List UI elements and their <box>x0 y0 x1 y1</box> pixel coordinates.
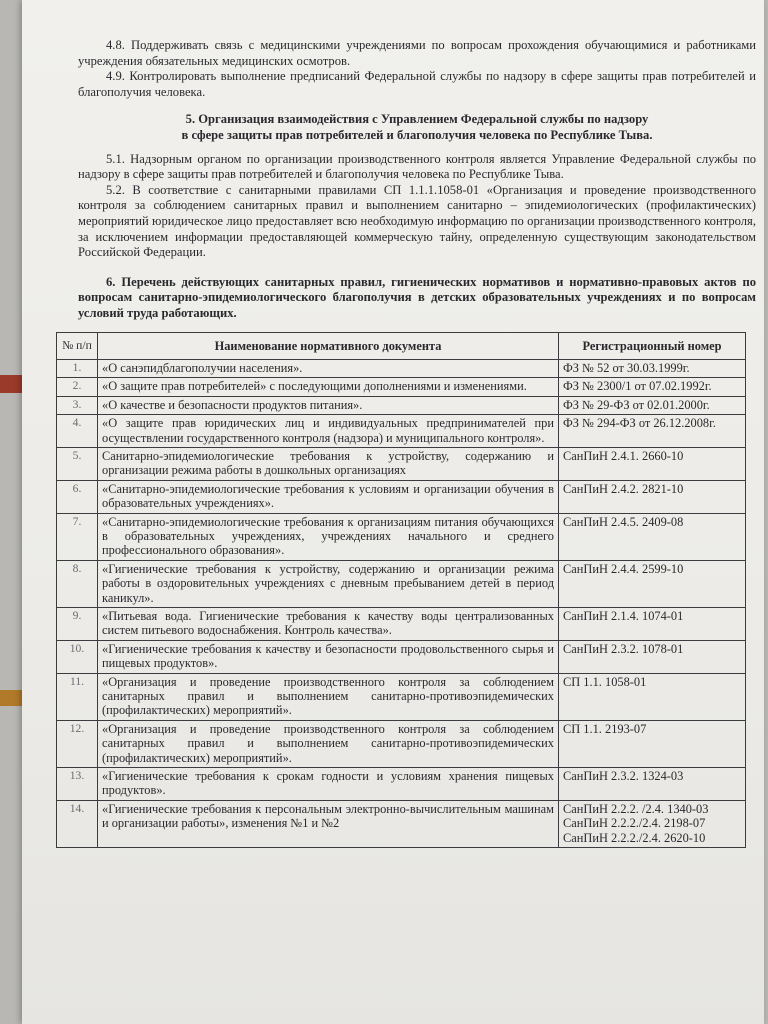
table-row <box>57 415 746 448</box>
registration-number <box>559 513 746 560</box>
table-row <box>57 480 746 513</box>
registration-number <box>559 768 746 801</box>
table-row <box>57 673 746 720</box>
registration-number <box>559 447 746 480</box>
row-number: 11. <box>57 673 98 720</box>
document-name: «Гигиенические требования к персональным электронно-вычислительным машинам и организации работы», изменения №1 и №2 <box>98 800 559 847</box>
table-row <box>57 396 746 414</box>
table-row <box>57 378 746 396</box>
registration-number <box>559 480 746 513</box>
header-reg: Регистрационный номер <box>559 332 746 359</box>
document-content <box>62 38 756 848</box>
row-number: 6. <box>57 480 98 513</box>
registration-number <box>559 396 746 414</box>
row-number: 9. <box>57 608 98 641</box>
registration-line: СанПиН 2.4.1. 2660-10 <box>563 448 684 463</box>
row-number: 13. <box>57 768 98 801</box>
table-row <box>57 720 746 767</box>
document-name: «О защите прав потребителей» с последующими дополнениями и изменениями. <box>98 378 559 396</box>
table-row <box>57 640 746 673</box>
document-name: «Гигиенические требования к срокам годности и условиям хранения пищевых продуктов». <box>98 768 559 801</box>
registration-line: СанПиН 2.3.2. 1078-01 <box>563 641 684 656</box>
table-row <box>57 513 746 560</box>
registration-number <box>559 720 746 767</box>
table-row <box>57 768 746 801</box>
row-number: 2. <box>57 378 98 396</box>
table-row <box>57 608 746 641</box>
section-6-title: 6. Перечень действующих санитарных правил, гигиенических нормативов и нормативно-правовых актов по вопросам санитарно-эпидемиологического благополучия в детских образовательных учреждениях и по вопросам условий труда работающих. <box>78 274 756 320</box>
row-number: 10. <box>57 640 98 673</box>
registration-line: СанПиН 2.2.2./2.4. 2198-07 <box>563 816 706 831</box>
document-name: «Санитарно-эпидемиологические требования к организациям питания обучающихся в образовательных учреждениях, учреждениях начального и среднего профессионального образования». <box>98 513 559 560</box>
registration-line: СанПиН 2.4.4. 2599-10 <box>563 561 684 576</box>
row-number: 4. <box>57 415 98 448</box>
document-name: «О санэпидблагополучии населения». <box>98 359 559 377</box>
registration-line: СанПиН 2.2.2. /2.4. 1340-03 <box>563 801 709 816</box>
registration-number <box>559 359 746 377</box>
row-number: 7. <box>57 513 98 560</box>
registration-line: ФЗ № 52 от 30.03.1999г. <box>563 360 690 375</box>
registration-number <box>559 560 746 607</box>
document-name: «Санитарно-эпидемиологические требования к условиям и организации обучения в образовательных учреждениях». <box>98 480 559 513</box>
header-name: Наименование нормативного документа <box>98 332 559 359</box>
page-edge-mark-top <box>0 375 22 393</box>
registration-line: СанПиН 2.1.4. 1074-01 <box>563 609 684 623</box>
section-5-title-line2: в сфере защиты прав потребителей и благополучия человека по Республике Тыва. <box>181 127 653 142</box>
document-name: «О защите прав юридических лиц и индивидуальных предпринимателей при осуществлении государственного контроля (надзора) и муниципального контроля». <box>98 415 559 448</box>
registration-number <box>559 640 746 673</box>
paragraph-4-9: 4.9. Контролировать выполнение предписаний Федеральной службы по надзору в сфере защиты прав потребителей и благополучия человека. <box>78 69 756 99</box>
paragraph-4-8: 4.8. Поддерживать связь с медицинскими учреждениями по вопросам прохождения обучающимися и работниками учреждения обязательных медицинских осмотров. <box>78 38 756 68</box>
document-name: Санитарно-эпидемиологические требования к устройству, содержанию и организации режима работы в дошкольных организациях <box>98 447 559 480</box>
paragraph-5-1: 5.1. Надзорным органом по организации производственного контроля является Управление Федеральной службы по надзору в сфере защиты прав потребителей и благополучия человека по Республике Тыва. <box>78 151 756 182</box>
table-row <box>57 447 746 480</box>
header-num: № п/п <box>57 332 98 359</box>
registration-number <box>559 378 746 396</box>
section-5-title <box>78 112 756 143</box>
document-name: «О качестве и безопасности продуктов питания». <box>98 396 559 414</box>
registration-line: СП 1.1. 1058-01 <box>563 674 647 689</box>
document-page <box>22 0 764 1024</box>
row-number: 8. <box>57 560 98 607</box>
table-header-row <box>57 332 746 359</box>
document-name: «Питьевая вода. Гигиенические требования к качеству воды централизованных систем питьевого водоснабжения. Контроль качества». <box>98 608 559 641</box>
registration-line: ФЗ № 29-ФЗ от 02.01.2000г. <box>563 397 710 412</box>
paragraph-5-2: 5.2. В соответствие с санитарными правилами СП 1.1.1.1058-01 «Организация и проведение производственного контроля за соблюдением санитарных правил и выполнением санитарно – эпидемиологических (профилактических) мероприятий юридическое лицо предоставляет всю необходимую информацию по организации производственного контроля, за исключением информации предоставляющей коммерческую тайну, определенную существующим законодательством Российской Федерации. <box>78 182 756 260</box>
document-name: «Гигиенические требования к качеству и безопасности продовольственного сырья и пищевых продуктов». <box>98 640 559 673</box>
registration-number <box>559 415 746 448</box>
row-number: 14. <box>57 800 98 847</box>
document-name: «Организация и проведение производственного контроля за соблюдением санитарных правил и выполнением санитарно-противоэпидемических (профилактических) мероприятий». <box>98 720 559 767</box>
row-number: 5. <box>57 447 98 480</box>
registration-line: СП 1.1. 2193-07 <box>563 721 647 736</box>
row-number: 3. <box>57 396 98 414</box>
registration-number <box>559 608 746 641</box>
registration-number <box>559 800 746 847</box>
document-name: «Гигиенические требования к устройству, содержанию и организации режима работы в оздоровительных учреждениях с дневным пребыванием детей в период каникул». <box>98 560 559 607</box>
table-body <box>57 359 746 847</box>
registration-line: СанПиН 2.3.2. 1324-03 <box>563 769 684 784</box>
registration-line: СанПиН 2.4.5. 2409-08 <box>563 514 684 529</box>
row-number: 1. <box>57 359 98 377</box>
row-number: 12. <box>57 720 98 767</box>
regulations-table <box>56 332 746 849</box>
table-row <box>57 359 746 377</box>
registration-line: ФЗ № 294-ФЗ от 26.12.2008г. <box>563 416 716 431</box>
section-5-title-line1: 5. Организация взаимодействия с Управлением Федеральной службы по надзору <box>185 112 649 127</box>
registration-line: ФЗ № 2300/1 от 07.02.1992г. <box>563 379 712 394</box>
table-row <box>57 800 746 847</box>
registration-number <box>559 673 746 720</box>
registration-line: СанПиН 2.2.2./2.4. 2620-10 <box>563 830 706 845</box>
document-name: «Организация и проведение производственного контроля за соблюдением санитарных правил и выполнением санитарно-противоэпидемических (профилактических) мероприятий». <box>98 673 559 720</box>
page-edge-mark-bottom <box>0 690 22 706</box>
registration-line: СанПиН 2.4.2. 2821-10 <box>563 481 684 496</box>
table-row <box>57 560 746 607</box>
